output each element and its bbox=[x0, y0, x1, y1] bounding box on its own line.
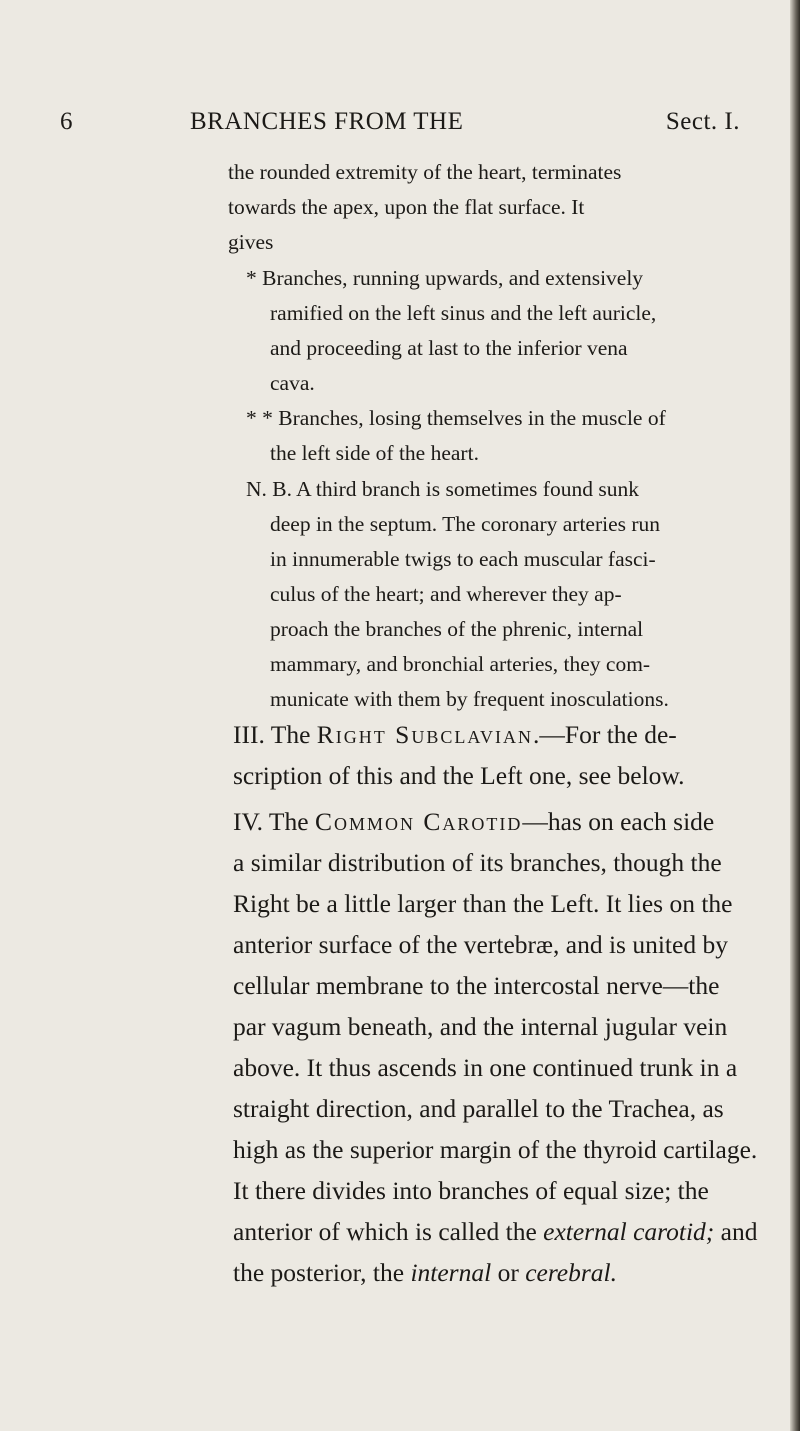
text-line: municate with them by frequent inosculations. bbox=[270, 687, 669, 711]
text-run: or bbox=[491, 1258, 526, 1287]
text-line: the left side of the heart. bbox=[270, 441, 479, 465]
text-line: par vagum beneath, and the internal jugular vein bbox=[233, 1012, 728, 1041]
text-line: the rounded extremity of the heart, terminates bbox=[228, 160, 622, 184]
text-line: a similar distribution of its branches, though the bbox=[233, 848, 722, 877]
text-line: and proceeding at last to the inferior vena bbox=[270, 336, 628, 360]
italic-term: cerebral. bbox=[525, 1258, 618, 1287]
text-line: gives bbox=[228, 230, 274, 254]
text-line: cava. bbox=[270, 371, 315, 395]
text-line bbox=[233, 1258, 617, 1288]
text-line: in innumerable twigs to each muscular fasci- bbox=[270, 547, 656, 571]
text-run: .—For the de- bbox=[533, 720, 677, 749]
text-line: anterior surface of the vertebræ, and is united by bbox=[233, 930, 728, 959]
text-run: the posterior, the bbox=[233, 1258, 411, 1287]
text-line: towards the apex, upon the flat surface. It bbox=[228, 195, 585, 219]
text-line: straight direction, and parallel to the Trachea, as bbox=[233, 1094, 724, 1123]
text-run: and bbox=[714, 1217, 758, 1246]
text-line: mammary, and bronchial arteries, they com- bbox=[270, 652, 651, 676]
running-title: BRANCHES FROM THE bbox=[190, 108, 464, 135]
italic-term: internal bbox=[410, 1258, 492, 1287]
running-header bbox=[60, 108, 740, 148]
text-line: cellular membrane to the intercostal nerve—the bbox=[233, 971, 720, 1000]
text-line: high as the superior margin of the thyroid cartilage. bbox=[233, 1135, 758, 1164]
section-label: Sect. I. bbox=[665, 108, 740, 135]
paragraph-iv-heading-line bbox=[233, 807, 714, 837]
text-run: anterior of which is called the bbox=[233, 1217, 544, 1246]
text-line: * Branches, running upwards, and extensively bbox=[246, 266, 644, 290]
text-run: —has on each side bbox=[522, 807, 715, 836]
section-heading: Right Subclavian bbox=[316, 720, 534, 749]
text-line: above. It thus ascends in one continued trunk in a bbox=[233, 1053, 738, 1082]
text-line: scription of this and the Left one, see below. bbox=[233, 761, 685, 790]
page-edge bbox=[790, 0, 800, 1431]
paragraph-iii-heading-line bbox=[233, 720, 677, 750]
paragraph-numeral: III. The bbox=[233, 720, 317, 749]
text-line: proach the branches of the phrenic, internal bbox=[270, 617, 644, 641]
text-line: N. B. A third branch is sometimes found sunk bbox=[246, 477, 639, 501]
text-line bbox=[233, 1217, 757, 1247]
page-number: 6 bbox=[60, 108, 73, 135]
italic-term: external carotid; bbox=[543, 1217, 715, 1246]
text-line: deep in the septum. The coronary arteries run bbox=[270, 512, 661, 536]
text-line: culus of the heart; and wherever they ap- bbox=[270, 582, 622, 606]
text-line: * * Branches, losing themselves in the muscle of bbox=[246, 406, 666, 430]
text-line: It there divides into branches of equal size; the bbox=[233, 1176, 709, 1205]
text-line: ramified on the left sinus and the left auricle, bbox=[270, 301, 657, 325]
text-line: Right be a little larger than the Left. It lies on the bbox=[233, 889, 733, 918]
section-heading: Common Carotid bbox=[314, 807, 523, 836]
paragraph-numeral: IV. The bbox=[233, 807, 315, 836]
